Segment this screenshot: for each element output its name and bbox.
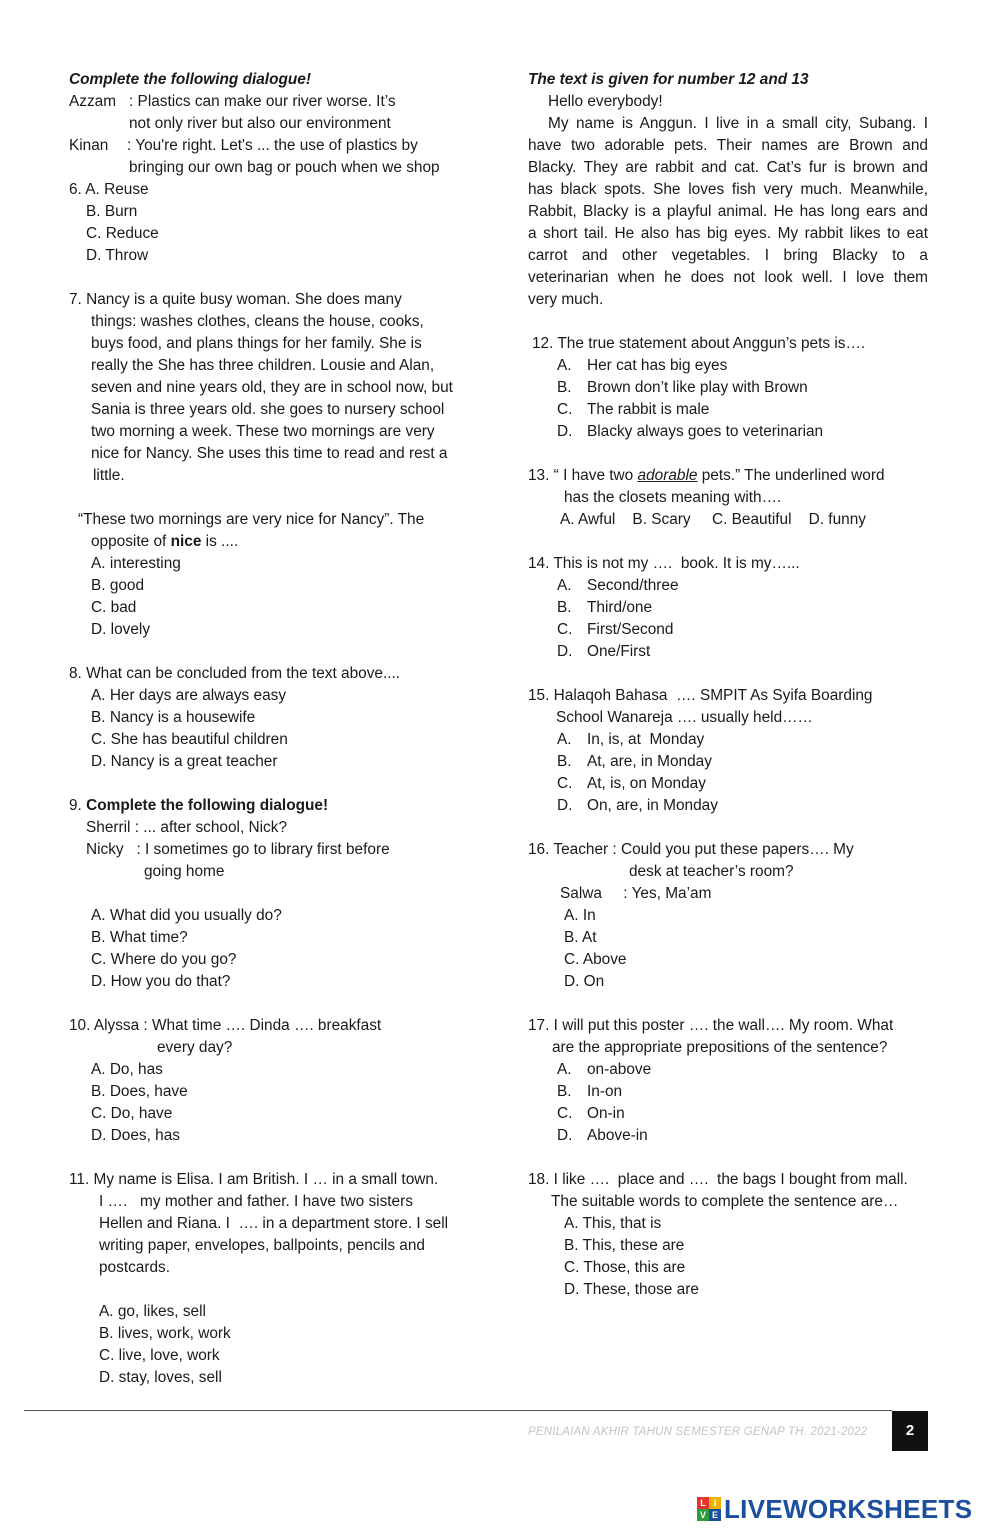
option[interactable]: A. Second/three <box>557 577 679 594</box>
passage-line: Blacky. They are rabbit and cat. Cat’s fur is brown and <box>528 159 928 176</box>
question-prompt: 12. The true statement about Anggun’s pets is…. <box>532 335 866 352</box>
option[interactable]: B. In-on <box>557 1083 623 1100</box>
option[interactable]: C. Where do you go? <box>91 951 237 968</box>
option[interactable]: A. go, likes, sell <box>99 1303 206 1320</box>
option[interactable]: B. Burn <box>86 203 138 220</box>
option[interactable]: B. Brown don’t like play with Brown <box>557 379 808 396</box>
dialogue-kinan <box>69 135 479 179</box>
liveworksheets-icon: L I V E <box>697 1497 721 1521</box>
question-prompt: 14. This is not my …. book. It is my…... <box>528 555 800 572</box>
option[interactable]: B. At <box>564 929 597 946</box>
question-6 <box>69 179 479 267</box>
dialogue-line: : Plastics can make our river worse. It’s <box>129 93 396 110</box>
option[interactable]: D. How you do that? <box>91 973 231 990</box>
dialogue-line: Nicky : I sometimes go to library first before <box>86 841 390 858</box>
option[interactable]: D. lovely <box>91 621 151 638</box>
option[interactable]: D. Throw <box>86 247 149 264</box>
passage-line: 11. My name is Elisa. I am British. I … in a small town. <box>69 1171 439 1188</box>
question-prompt: 10. Alyssa : What time …. Dinda …. breakfast <box>69 1017 382 1034</box>
question-prompt: has the closets meaning with…. <box>564 489 782 506</box>
question-prompt: 13. “ I have two adorable pets.” The underlined word <box>528 467 885 484</box>
option[interactable]: D. On <box>564 973 605 990</box>
option[interactable]: 6. A. Reuse <box>69 181 149 198</box>
passage-line: very much. <box>528 291 604 308</box>
dialogue-line: Sherril : ... after school, Nick? <box>86 819 288 836</box>
option[interactable]: A. In <box>564 907 596 924</box>
question-18 <box>528 1169 928 1301</box>
question-prompt: desk at teacher’s room? <box>629 863 794 880</box>
option[interactable]: B. Does, have <box>91 1083 188 1100</box>
reading-passage <box>528 113 928 311</box>
question-13 <box>528 465 928 531</box>
question-9 <box>69 795 479 993</box>
passage-line: veterinarian when he does not look well. I love them <box>528 269 928 286</box>
dialogue-line: : You're right. Let's ... the use of plastics by <box>127 137 418 154</box>
dialogue-line: not only river but also our environment <box>129 115 391 132</box>
passage-line: nice for Nancy. She uses this time to read and rest a <box>91 445 448 462</box>
brand-name: LIVEWORKSHEETS <box>724 1494 973 1524</box>
passage-line: carrot and other vegetables. I bring Blacky to a <box>528 247 928 264</box>
option[interactable]: A. In, is, at Monday <box>557 731 705 748</box>
question-8 <box>69 663 479 773</box>
option[interactable]: B. Third/one <box>557 599 653 616</box>
question-11 <box>69 1169 479 1389</box>
speaker-label: Azzam <box>69 93 117 110</box>
dialogue-line: going home <box>144 863 225 880</box>
right-column <box>528 69 928 1301</box>
question-prompt: 15. Halaqoh Bahasa …. SMPIT As Syifa Boarding <box>528 687 873 704</box>
question-prompt: 16. Teacher : Could you put these papers…. My <box>528 841 854 858</box>
question-12 <box>528 333 928 443</box>
option[interactable]: D. On, are, in Monday <box>557 797 718 814</box>
option[interactable]: A. Do, has <box>91 1061 163 1078</box>
question-10 <box>69 1015 479 1147</box>
passage-line: little. <box>93 467 125 484</box>
option[interactable]: B. good <box>91 577 145 594</box>
question-17 <box>528 1015 928 1147</box>
option[interactable]: C. live, love, work <box>99 1347 220 1364</box>
passage-line: 7. Nancy is a quite busy woman. She does many <box>69 291 402 308</box>
question-prompt: 8. What can be concluded from the text above.... <box>69 665 401 682</box>
passage-greeting: Hello everybody! <box>548 93 663 110</box>
dialogue-heading: Complete the following dialogue! <box>69 71 311 88</box>
question-prompt: are the appropriate prepositions of the sentence? <box>552 1039 888 1056</box>
question-16 <box>528 839 928 993</box>
option[interactable]: C. bad <box>91 599 137 616</box>
dialogue-line: bringing our own bag or pouch when we shop <box>129 159 440 176</box>
option[interactable]: C. Do, have <box>91 1105 173 1122</box>
option[interactable]: A. on-above <box>557 1061 652 1078</box>
passage-line: I …. my mother and father. I have two sisters <box>99 1193 413 1210</box>
question-prompt: opposite of nice is .... <box>91 533 239 550</box>
question-14 <box>528 553 928 663</box>
options-row[interactable]: A. Awful B. Scary C. Beautiful D. funny <box>560 511 866 528</box>
option[interactable]: D. stay, loves, sell <box>99 1369 222 1386</box>
left-column <box>69 69 479 1389</box>
option[interactable]: B. This, these are <box>564 1237 685 1254</box>
option[interactable]: B. At, are, in Monday <box>557 753 712 770</box>
passage-line: Rabbit, Blacky is a playful animal. He has long ears and <box>528 203 928 220</box>
passage-line: Sania is three years old. she goes to nursery school <box>91 401 445 418</box>
option[interactable]: C. At, is, on Monday <box>557 775 706 792</box>
option[interactable]: D. One/First <box>557 643 651 660</box>
option[interactable]: C. On-in <box>557 1105 625 1122</box>
option[interactable]: A. This, that is <box>564 1215 662 1232</box>
option[interactable]: D. Does, has <box>91 1127 180 1144</box>
option[interactable]: C. Those, this are <box>564 1259 686 1276</box>
liveworksheets-logo[interactable] <box>697 1494 972 1524</box>
passage-line: buys food, and plans things for her family. She is <box>91 335 422 352</box>
passage-line: things: washes clothes, cleans the house, cooks, <box>91 313 424 330</box>
option[interactable]: D. Blacky always goes to veterinarian <box>557 423 824 440</box>
option[interactable]: D. These, those are <box>564 1281 699 1298</box>
option[interactable]: B. lives, work, work <box>99 1325 231 1342</box>
footer-exam-title: PENILAIAN AKHIR TAHUN SEMESTER GENAP TH. 2021-2022 <box>528 1426 868 1438</box>
passage-line: writing paper, envelopes, ballpoints, pencils and <box>99 1237 425 1254</box>
question-heading: 9. Complete the following dialogue! <box>69 797 329 814</box>
option[interactable]: C. First/Second <box>557 621 674 638</box>
page-number: 2 <box>892 1411 928 1451</box>
option[interactable]: B. Nancy is a housewife <box>91 709 256 726</box>
passage-line: postcards. <box>99 1259 171 1276</box>
option[interactable]: C. Above <box>564 951 627 968</box>
option[interactable]: B. What time? <box>91 929 188 946</box>
dialogue-azzam <box>69 91 479 135</box>
dialogue-line: Salwa : Yes, Ma’am <box>560 885 712 902</box>
passage-line: have two adorable pets. Their names are Brown and <box>528 137 928 154</box>
speaker-label: Kinan <box>69 137 109 154</box>
option[interactable]: A. What did you usually do? <box>91 907 282 924</box>
option[interactable]: C. She has beautiful children <box>91 731 288 748</box>
option[interactable]: D. Nancy is a great teacher <box>91 753 278 770</box>
option[interactable]: C. The rabbit is male <box>557 401 710 418</box>
passage-line: has black spots. She loves fish very much. Meanwhile, <box>528 181 928 198</box>
question-prompt: School Wanareja …. usually held…… <box>556 709 813 726</box>
option[interactable]: C. Reduce <box>86 225 159 242</box>
question-prompt: The suitable words to complete the sentence are… <box>551 1193 899 1210</box>
question-prompt: every day? <box>157 1039 233 1056</box>
passage-heading: The text is given for number 12 and 13 <box>528 71 809 88</box>
option[interactable]: D. Above-in <box>557 1127 648 1144</box>
question-prompt: 18. I like …. place and …. the bags I bought from mall. <box>528 1171 908 1188</box>
footer-divider <box>24 1410 892 1411</box>
passage-line: two morning a week. These two mornings are very <box>91 423 435 440</box>
quote-line: “These two mornings are very nice for Nancy”. The <box>78 511 425 528</box>
question-15 <box>528 685 928 817</box>
passage-line: a short tail. He also has big eyes. My rabbit likes to eat <box>528 225 928 242</box>
passage-line: seven and nine years old, they are in school now, but <box>91 379 453 396</box>
question-prompt: 17. I will put this poster …. the wall…. My room. What <box>528 1017 894 1034</box>
passage-line: Hellen and Riana. I …. in a department store. I sell <box>99 1215 449 1232</box>
question-7 <box>69 289 479 641</box>
passage-line: really the She has three children. Lousie and Alan, <box>91 357 435 374</box>
option[interactable]: A. interesting <box>91 555 181 572</box>
passage-line: My name is Anggun. I live in a small city, Subang. I <box>548 115 928 132</box>
option[interactable]: A. Her cat has big eyes <box>557 357 728 374</box>
option[interactable]: A. Her days are always easy <box>91 687 287 704</box>
